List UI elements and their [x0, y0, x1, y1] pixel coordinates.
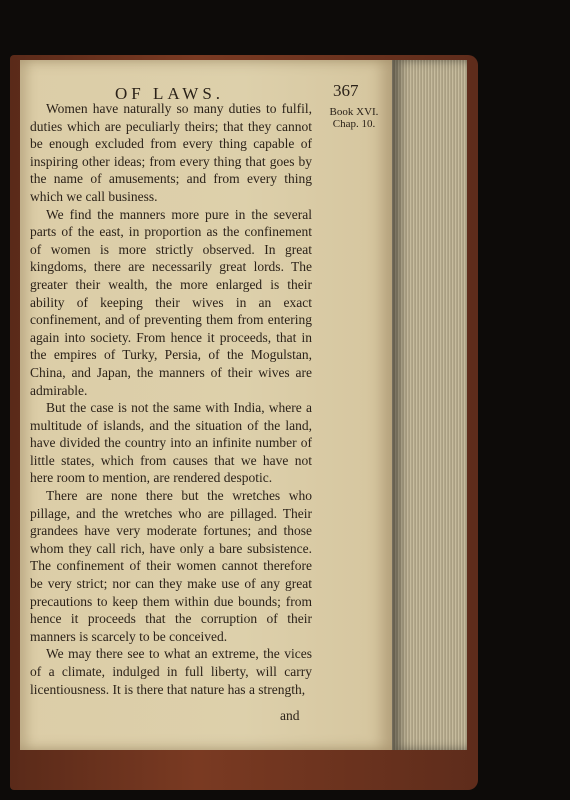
page-edges: [392, 60, 467, 750]
running-title: OF LAWS.: [115, 84, 225, 103]
paragraph: There are none there but the wretches who pillage, and the wretches who are pillaged. Their grandees have very moderate fortunes; and those whom they call rich, have only a bare subsistence. The confinement of their women cannot therefore be very strict; nor can they make use of any great precautions to keep them within due bounds; from hence it proceeds that the corruption of their manners is scarcely to be conceived.: [30, 488, 312, 644]
paragraph: But the case is not the same with India, where a multitude of islands, and the situation of the land, have divided the country into an infinite number of little states, which from causes that we have not here room to mention, are rendered despotic.: [30, 400, 312, 486]
paragraph: Women have naturally so many duties to fulfil, duties which are peculiarly theirs; that they cannot be enough excluded from every thing capable of inspiring other ideas; from every thing that goes by the name of amusements; and from every thing which we call business.: [30, 101, 312, 204]
book-page: [20, 60, 392, 750]
marginal-chapter: Chap. 10.: [332, 118, 376, 130]
marginal-note: [318, 106, 390, 130]
paragraph: We find the manners more pure in the several parts of the east, in proportion as the confinement of women is more strictly observed. In great kingdoms, there are necessarily great lords. The greater their wealth, the more enlarged is their ability of keeping their wives in an exact confinement, and of preventing them from entering again into society. From hence it proceeds, that in the empires of Turky, Persia, of the Mogulstan, China, and Japan, the manners of their wives are admirable.: [30, 206, 312, 398]
catchword: and: [280, 708, 300, 723]
body-text: [30, 100, 312, 698]
page-number: 367: [333, 81, 359, 100]
paragraph: We may there see to what an extreme, the vices of a climate, indulged in full liberty, will carry licentiousness. It is there that nature has a strength,: [30, 646, 312, 697]
marginal-book: Book XVI.: [329, 106, 379, 118]
